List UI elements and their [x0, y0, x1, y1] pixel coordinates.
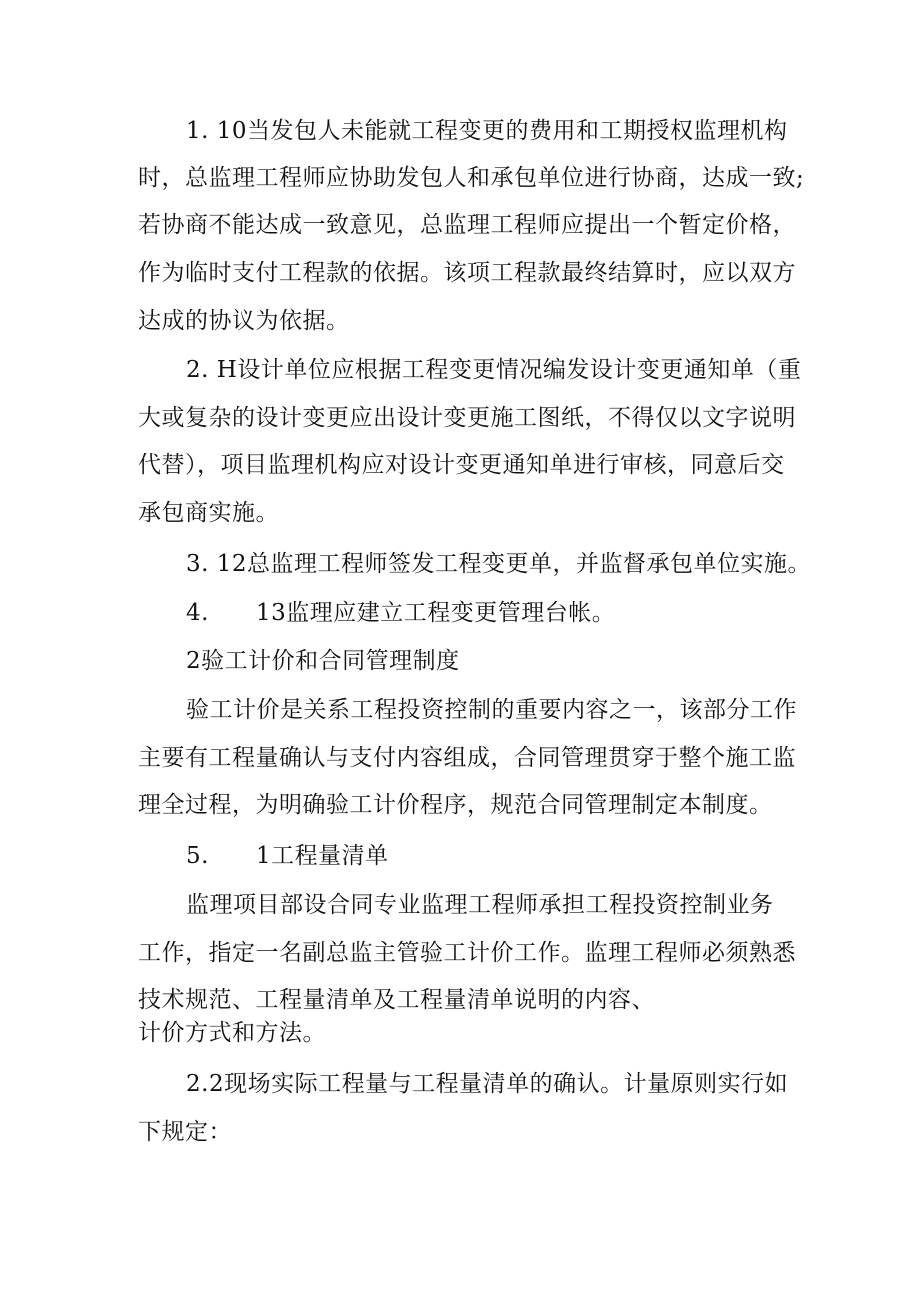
paragraph-line: 2.2现场实际工程量与工程量清单的确认。计量原则实行如 [186, 1071, 789, 1097]
paragraph-line: 验工计价是关系工程投资控制的重要内容之一，该部分工作 [186, 697, 797, 723]
paragraph-line: 技术规范、工程量清单及工程量清单说明的内容、 [138, 987, 655, 1013]
paragraph-line: 3. 12总监理工程师签发工程变更单，并监督承包单位实施。 [186, 551, 812, 577]
paragraph-line: 承包商实施。 [138, 500, 279, 526]
paragraph-line: 大或复杂的设计变更应出设计变更施工图纸，不得仅以文字说明 [138, 405, 796, 431]
subsection-heading: 5. 1工程量清单 [186, 843, 389, 869]
paragraph-line: 时，总监理工程师应协助发包人和承包单位进行协商，达成一致; [138, 165, 805, 191]
paragraph-line: 理全过程，为明确验工计价程序，规范合同管理制定本制度。 [138, 792, 773, 818]
paragraph-line: 主要有工程量确认与支付内容组成，合同管理贯穿于整个施工监 [138, 745, 796, 771]
section-heading: 2验工计价和合同管理制度 [186, 648, 460, 674]
paragraph-line: 工作，指定一名副总监主管验工计价工作。监理工程师必须熟悉 [138, 940, 796, 966]
paragraph-line: 达成的协议为依据。 [138, 308, 350, 334]
paragraph-line: 2. H设计单位应根据工程变更情况编发设计变更通知单（重 [186, 357, 802, 383]
paragraph-line: 4. 13监理应建立工程变更管理台帐。 [186, 600, 616, 626]
paragraph-line: 1. 10当发包人未能就工程变更的费用和工期授权监理机构 [186, 118, 788, 144]
paragraph-line: 若协商不能达成一致意见，总监理工程师应提出一个暂定价格， [138, 212, 796, 238]
paragraph-line: 代替），项目监理机构应对设计变更通知单进行审核，同意后交 [138, 452, 785, 478]
paragraph-line: 监理项目部设合同专业监理工程师承担工程投资控制业务 [186, 892, 774, 918]
paragraph-line: 作为临时支付工程款的依据。该项工程款最终结算时，应以双方 [138, 260, 796, 286]
paragraph-line: 下规定： [138, 1119, 232, 1145]
paragraph-line: 计价方式和方法。 [138, 1020, 326, 1046]
